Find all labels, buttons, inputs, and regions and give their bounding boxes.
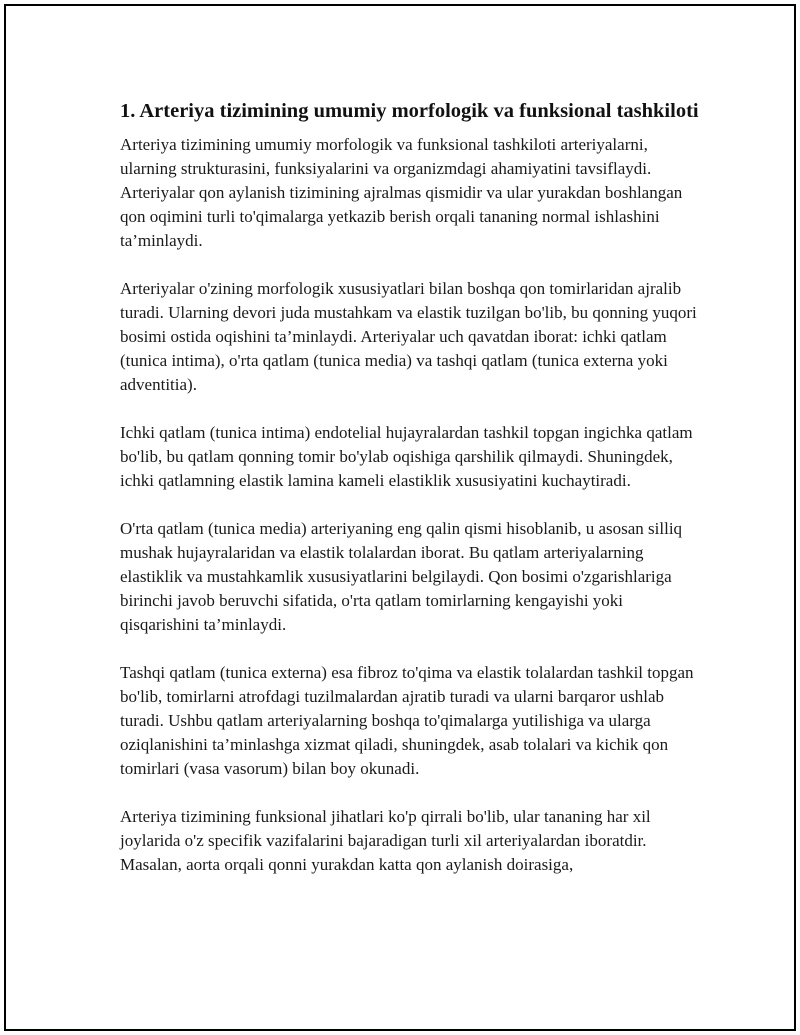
paragraph-2: Arteriyalar o'zining morfologik xususiyatlari bilan boshqa qon tomirlaridan ajralib turadi. Ularning devori juda mustahkam va elastik tuzilgan bo'lib, bu qonning yuqori bosimi ostida oqishini ta’minlaydi. Arteriyalar uch qavatdan iborat: ichki qatlam (tunica intima), o'rta qatlam (tunica media) va tashqi qatlam (tunica externa yoki adventitia). xyxy=(120,279,697,394)
document-page xyxy=(4,4,796,1031)
paragraph-3: Ichki qatlam (tunica intima) endotelial hujayralardan tashkil topgan ingichka qatlam bo'lib, bu qatlam qonning tomir bo'ylab oqishiga qarshilik qilmaydi. Shuningdek, ichki qatlamning elastik lamina kameli elastiklik xususiyatini kuchaytiradi. xyxy=(120,423,693,490)
document-content xyxy=(120,97,700,901)
section-title: 1. Arteriya tizimining umumiy morfologik va funksional tashkiloti xyxy=(120,100,699,122)
paragraph-1: Arteriya tizimining umumiy morfologik va funksional tashkiloti arteriyalarni, ularning strukturasini, funksiyalarini va organizmdagi ahamiyatini tavsiflaydi. Arteriyalar qon aylanish tizimining ajralmas qismidir va ular yurakdan boshlangan qon oqimini turli to'qimalarga yetkazib berish orqali tananing normal ishlashini ta’minlaydi. xyxy=(120,135,683,250)
paragraph-6: Arteriya tizimining funksional jihatlari ko'p qirrali bo'lib, ular tananing har xil joylarida o'z specifik vazifalarini bajaradigan turli xil arteriyalardan iboratdir. Masalan, aorta orqali qonni yurakdan katta qon aylanish doirasiga, xyxy=(120,807,651,874)
paragraph-4: O'rta qatlam (tunica media) arteriyaning eng qalin qismi hisoblanib, u asosan silliq mushak hujayralaridan va elastik tolalardan iborat. Bu qatlam arteriyalarning elastiklik va mustahkamlik xususiyatlarini belgilaydi. Qon bosimi o'zgarishlariga birinchi javob beruvchi sifatida, o'rta qatlam tomirlarning kengayishi yoki qisqarishini ta’minlaydi. xyxy=(120,519,683,634)
paragraph-5: Tashqi qatlam (tunica externa) esa fibroz to'qima va elastik tolalardan tashkil topgan bo'lib, tomirlarni atrofdagi tuzilmalardan ajratib turadi va ularni barqaror ushlab turadi. Ushbu qatlam arteriyalarning boshqa to'qimalarga yutilishiga va ularga oziqlanishini ta’minlashga xizmat qiladi, shuningdek, asab tolalari va kichik qon tomirlari (vasa vasorum) bilan boy okunadi. xyxy=(120,663,694,778)
